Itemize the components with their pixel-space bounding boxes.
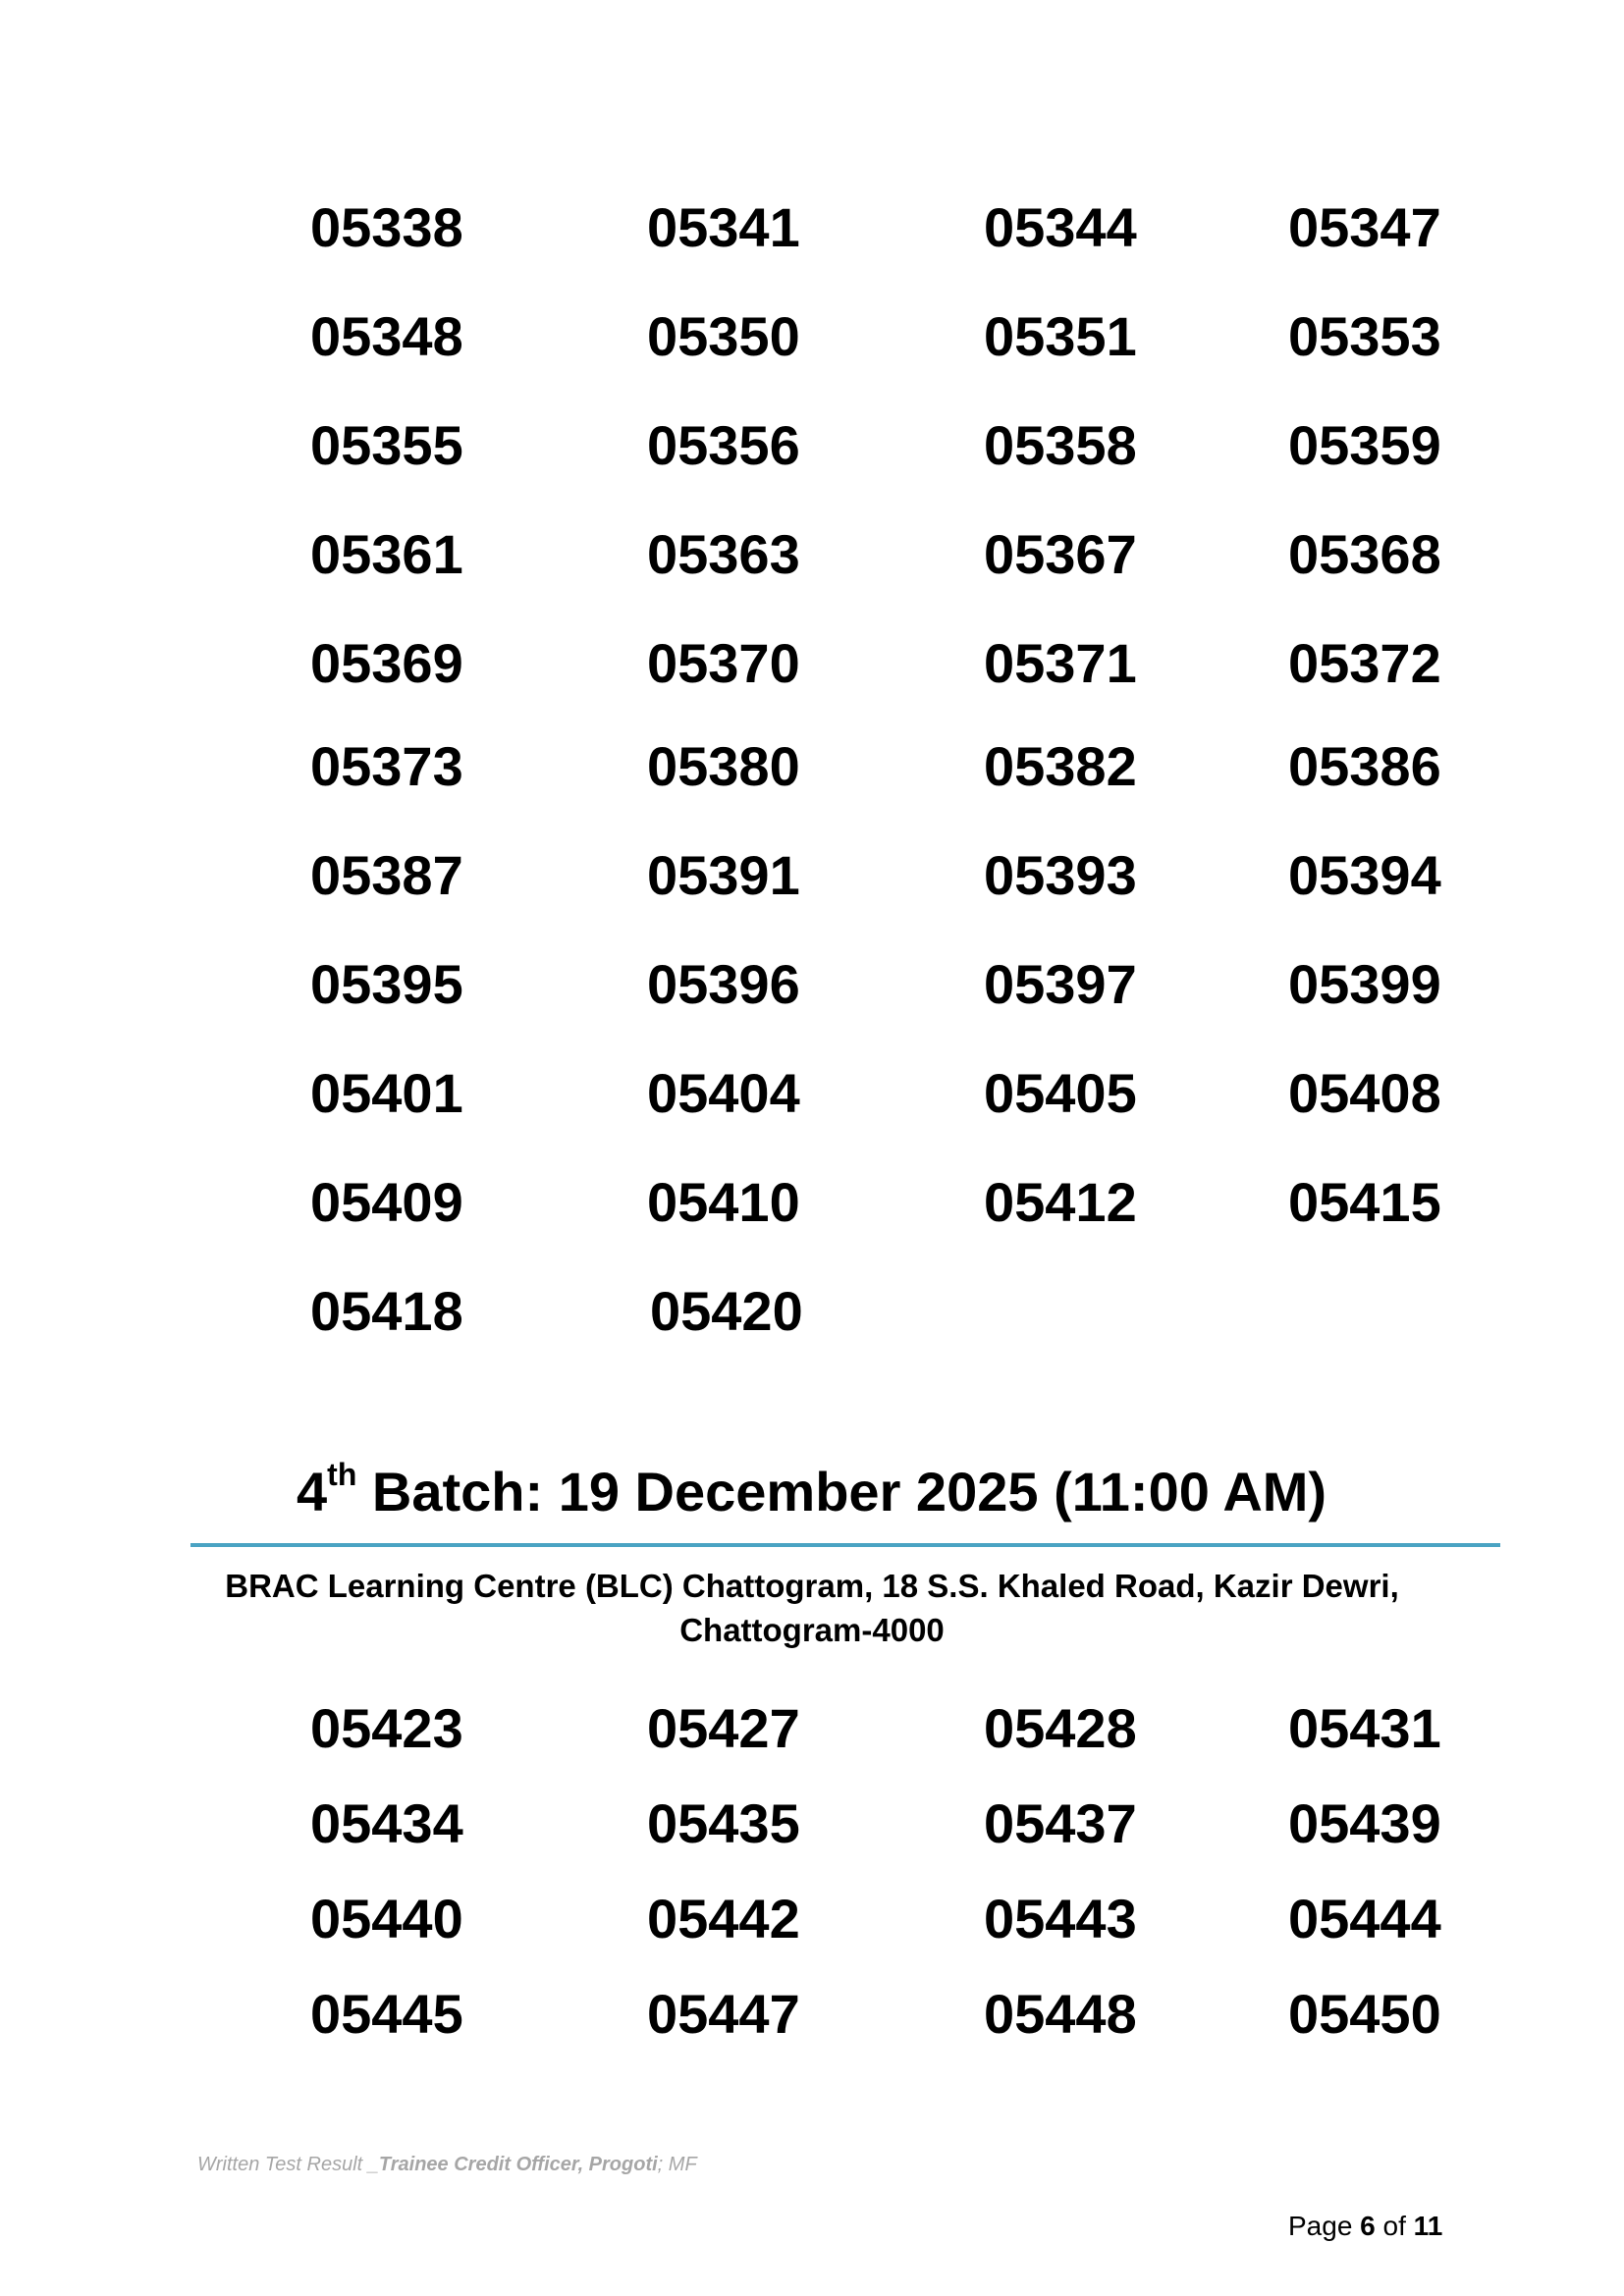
applicant-roll-number: 05409 xyxy=(310,1171,463,1233)
applicant-roll-number: 05410 xyxy=(647,1171,800,1233)
page-total: 11 xyxy=(1413,2211,1443,2241)
applicant-roll-number: 05435 xyxy=(647,1792,800,1854)
applicant-roll-number: 05415 xyxy=(1288,1171,1441,1233)
applicant-roll-number: 05358 xyxy=(984,414,1137,476)
applicant-roll-number: 05428 xyxy=(984,1697,1137,1759)
applicant-roll-number: 05368 xyxy=(1288,523,1441,585)
applicant-roll-number: 05396 xyxy=(647,953,800,1015)
applicant-roll-number: 05437 xyxy=(984,1792,1137,1854)
applicant-roll-number: 05371 xyxy=(984,632,1137,694)
applicant-roll-number: 05373 xyxy=(310,735,463,797)
footer-note xyxy=(197,2154,697,2176)
applicant-roll-number: 05445 xyxy=(310,1983,463,2045)
heading-divider xyxy=(190,1543,1500,1547)
applicant-roll-number: 05341 xyxy=(647,196,800,258)
applicant-roll-number: 05382 xyxy=(984,735,1137,797)
footer-suffix: ; MF xyxy=(657,2154,697,2175)
page-number xyxy=(1288,2211,1442,2242)
applicant-roll-number: 05408 xyxy=(1288,1062,1441,1124)
applicant-roll-number: 05442 xyxy=(647,1888,800,1949)
batch4-ordinal: 4 xyxy=(297,1461,328,1522)
applicant-roll-number: 05387 xyxy=(310,844,463,906)
applicant-roll-number: 05412 xyxy=(984,1171,1137,1233)
applicant-roll-number: 05353 xyxy=(1288,305,1441,367)
applicant-roll-number: 05395 xyxy=(310,953,463,1015)
applicant-roll-number: 05391 xyxy=(647,844,800,906)
applicant-roll-number: 05370 xyxy=(647,632,800,694)
applicant-roll-number: 05380 xyxy=(647,735,800,797)
applicant-roll-number: 05361 xyxy=(310,523,463,585)
applicant-roll-number: 05397 xyxy=(984,953,1137,1015)
applicant-roll-number: 05439 xyxy=(1288,1792,1441,1854)
page-of-label: of xyxy=(1375,2211,1414,2241)
applicant-roll-number: 05399 xyxy=(1288,953,1441,1015)
applicant-roll-number: 05363 xyxy=(647,523,800,585)
footer-position: Trainee Credit Officer, Progoti xyxy=(378,2154,658,2175)
applicant-roll-number: 05394 xyxy=(1288,844,1441,906)
page-label: Page xyxy=(1288,2211,1361,2241)
applicant-roll-number: 05401 xyxy=(310,1062,463,1124)
batch4-venue xyxy=(147,1564,1477,1652)
applicant-roll-number: 05440 xyxy=(310,1888,463,1949)
applicant-roll-number: 05344 xyxy=(984,196,1137,258)
applicant-roll-number: 05369 xyxy=(310,632,463,694)
applicant-roll-number: 05393 xyxy=(984,844,1137,906)
applicant-roll-number: 05423 xyxy=(310,1697,463,1759)
applicant-roll-number: 05359 xyxy=(1288,414,1441,476)
applicant-roll-number: 05448 xyxy=(984,1983,1137,2045)
applicant-roll-number: 05386 xyxy=(1288,735,1441,797)
applicant-roll-number: 05420 xyxy=(650,1280,803,1342)
applicant-roll-number: 05351 xyxy=(984,305,1137,367)
applicant-roll-number: 05431 xyxy=(1288,1697,1441,1759)
applicant-roll-number: 05355 xyxy=(310,414,463,476)
applicant-roll-number: 05338 xyxy=(310,196,463,258)
applicant-roll-number: 05350 xyxy=(647,305,800,367)
batch4-heading xyxy=(297,1457,1327,1523)
applicant-roll-number: 05447 xyxy=(647,1983,800,2045)
footer-prefix: Written Test Result _ xyxy=(197,2154,379,2175)
applicant-roll-number: 05434 xyxy=(310,1792,463,1854)
applicant-roll-number: 05444 xyxy=(1288,1888,1441,1949)
applicant-roll-number: 05348 xyxy=(310,305,463,367)
applicant-roll-number: 05404 xyxy=(647,1062,800,1124)
venue-line-2: Chattogram-4000 xyxy=(679,1612,945,1648)
applicant-roll-number: 05347 xyxy=(1288,196,1441,258)
batch4-ordinal-suffix: th xyxy=(327,1457,357,1493)
applicant-roll-number: 05450 xyxy=(1288,1983,1441,2045)
batch4-heading-text: Batch: 19 December 2025 (11:00 AM) xyxy=(356,1461,1327,1522)
page-current: 6 xyxy=(1360,2211,1376,2241)
applicant-roll-number: 05367 xyxy=(984,523,1137,585)
applicant-roll-number: 05427 xyxy=(647,1697,800,1759)
applicant-roll-number: 05443 xyxy=(984,1888,1137,1949)
venue-line-1: BRAC Learning Centre (BLC) Chattogram, 18 S.S. Khaled Road, Kazir Dewri, xyxy=(225,1568,1399,1604)
applicant-roll-number: 05372 xyxy=(1288,632,1441,694)
applicant-roll-number: 05418 xyxy=(310,1280,463,1342)
applicant-roll-number: 05356 xyxy=(647,414,800,476)
applicant-roll-number: 05405 xyxy=(984,1062,1137,1124)
